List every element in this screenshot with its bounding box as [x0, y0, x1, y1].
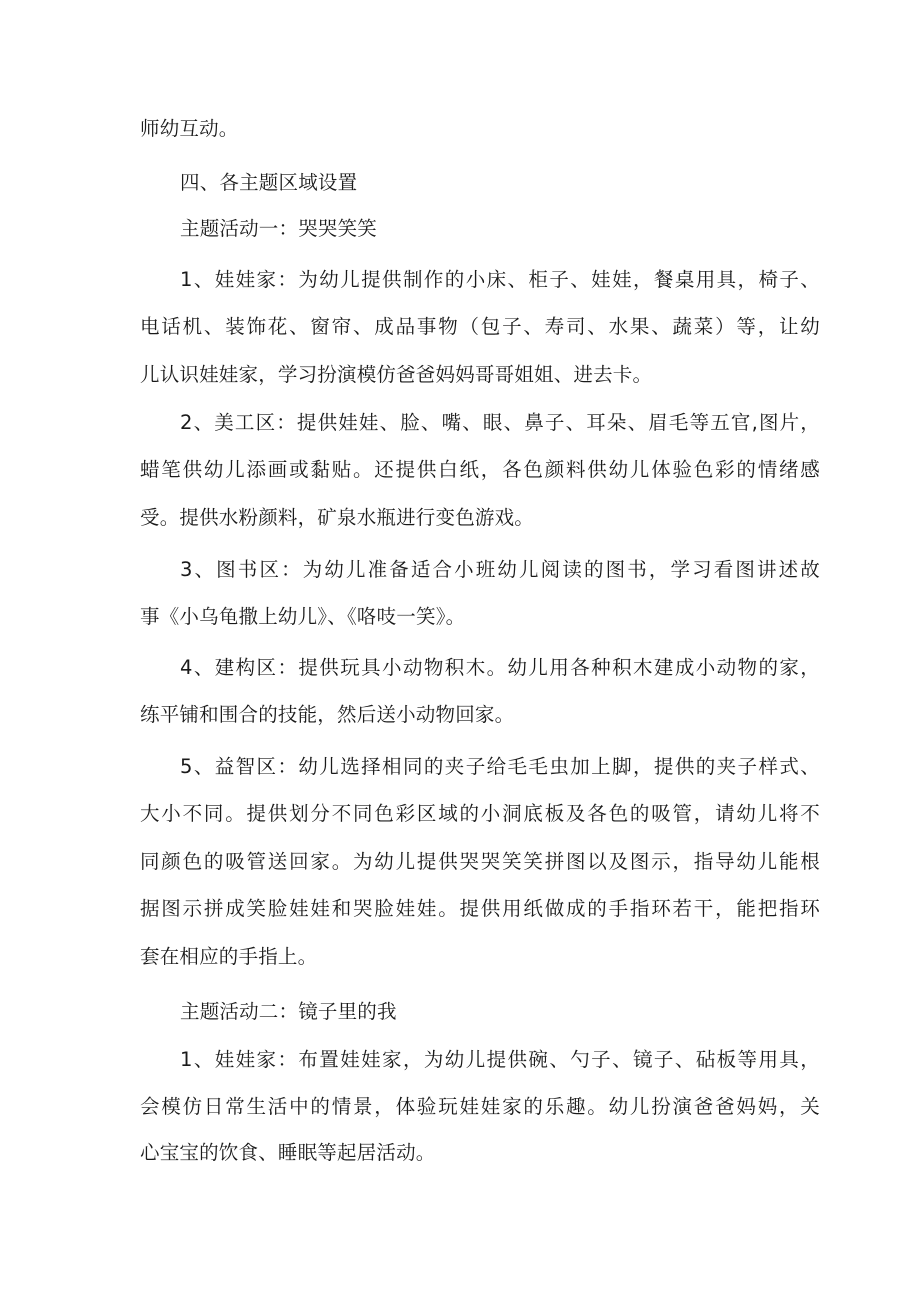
- paragraph-line: 5、益智区：幼儿选择相同的夹子给毛毛虫加上脚，提供的夹子样式、: [180, 755, 820, 778]
- paragraph-line: 受。提供水粉颜料，矿泉水瓶进行变色游戏。: [140, 506, 535, 529]
- theme-heading: 主题活动二：镜子里的我: [180, 1000, 397, 1023]
- section-heading: 四、各主题区域设置: [180, 171, 358, 194]
- paragraph-line: 4、建构区：提供玩具小动物积木。幼儿用各种积木建成小动物的家，: [180, 656, 820, 679]
- paragraph-line: 儿认识娃娃家，学习扮演模仿爸爸妈妈哥哥姐姐、进去卡。: [140, 363, 653, 386]
- paragraph-line: 3、图书区：为幼儿准备适合小班幼儿阅读的图书，学习看图讲述故: [180, 558, 820, 581]
- paragraph-line: 练平铺和围合的技能，然后送小动物回家。: [140, 703, 515, 726]
- paragraph-line: 1、娃娃家：布置娃娃家，为幼儿提供碗、勺子、镜子、砧板等用具，: [180, 1048, 820, 1071]
- paragraph-line: 蜡笔供幼儿添画或黏贴。还提供白纸，各色颜料供幼儿体验色彩的情绪感: [140, 458, 820, 481]
- paragraph-line: 同颜色的吸管送回家。为幼儿提供哭哭笑笑拼图以及图示，指导幼儿能根: [140, 850, 820, 873]
- paragraph-line: 1、娃娃家：为幼儿提供制作的小床、柜子、娃娃，餐桌用具，椅子、: [180, 268, 820, 291]
- paragraph-line: 大小不同。提供划分不同色彩区域的小洞底板及各色的吸管，请幼儿将不: [140, 802, 820, 825]
- paragraph-line: 师幼互动。: [140, 117, 239, 140]
- paragraph-line: 事《小乌龟撒上幼儿》、《咯吱一笑》。: [140, 605, 466, 628]
- theme-heading: 主题活动一：哭哭笑笑: [180, 217, 378, 240]
- paragraph-line: 2、美工区：提供娃娃、脸、嘴、眼、鼻子、耳朵、眉毛等五官,图片，: [180, 411, 820, 434]
- paragraph-line: 据图示拼成笑脸娃娃和哭脸娃娃。提供用纸做成的手指环若干，能把指环: [140, 897, 820, 920]
- paragraph-line: 会模仿日常生活中的情景，体验玩娃娃家的乐趣。幼儿扮演爸爸妈妈，关: [140, 1095, 820, 1118]
- paragraph-line: 心宝宝的饮食、睡眠等起居活动。: [140, 1141, 436, 1164]
- paragraph-line: 电话机、装饰花、窗帘、成品事物（包子、寿司、水果、蔬菜）等，让幼: [140, 315, 820, 338]
- paragraph-line: 套在相应的手指上。: [140, 945, 318, 968]
